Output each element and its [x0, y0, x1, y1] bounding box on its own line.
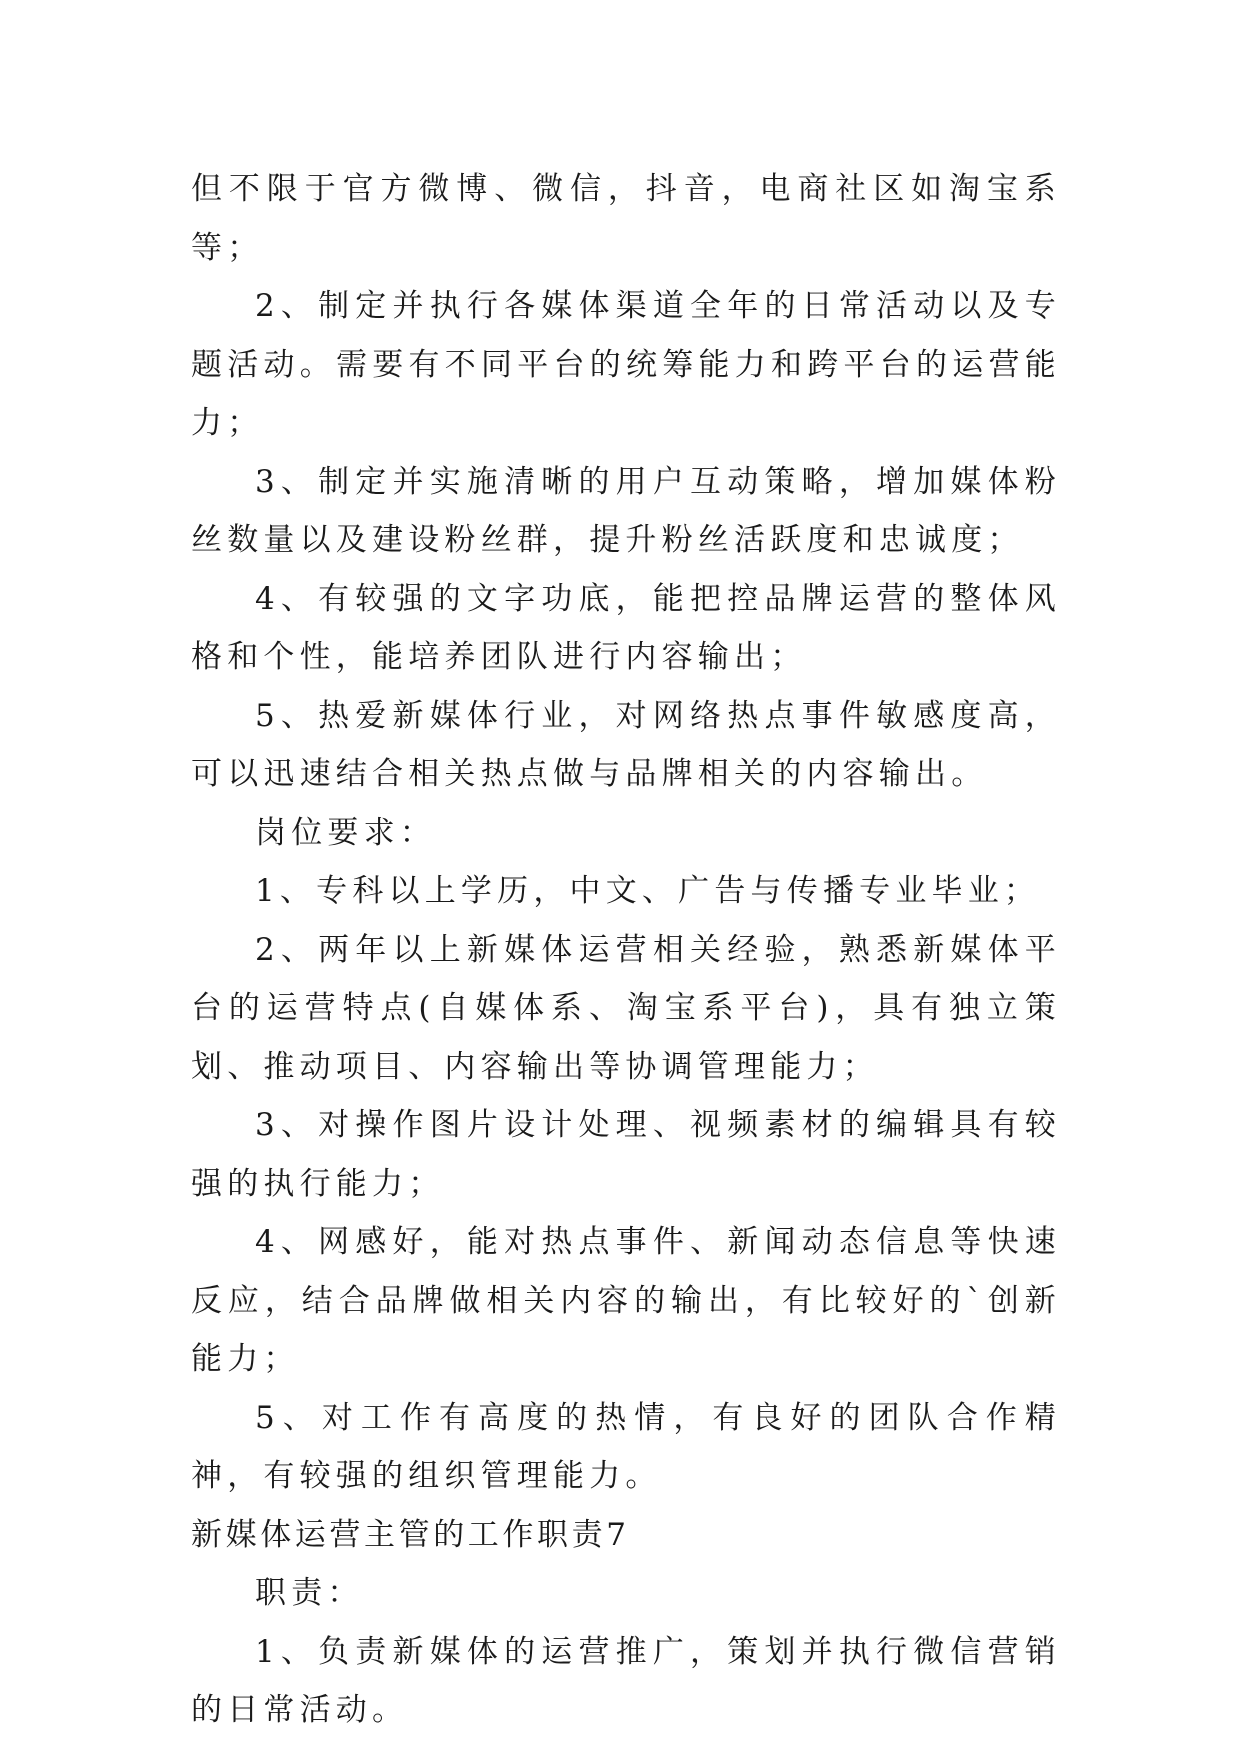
paragraph-4: 4、有较强的文字功底，能把控品牌运营的整体风格和个性，能培养团队进行内容输出； [191, 580, 1061, 675]
paragraph-1: 但不限于官方微博、微信，抖音，电商社区如淘宝系等； [191, 171, 1061, 266]
duties-heading: 职责： [255, 1575, 364, 1611]
paragraph-5: 5、热爱新媒体行业，对网络热点事件敏感度高，可以迅速结合相关热点做与品牌相关的内容输出。 [191, 697, 1061, 792]
document-body [191, 160, 1061, 1740]
paragraph-7: 1、专科以上学历，中文、广告与传播专业毕业； [255, 873, 1041, 909]
paragraph-2: 2、制定并执行各媒体渠道全年的日常活动以及专题活动。需要有不同平台的统筹能力和跨平台的运营能力； [191, 288, 1061, 441]
paragraph-14: 1、负责新媒体的运营推广，策划并执行微信营销的日常活动。 [191, 1633, 1061, 1728]
paragraph-3: 3、制定并实施清晰的用户互动策略，增加媒体粉丝数量以及建设粉丝群，提升粉丝活跃度和忠诚度； [191, 463, 1061, 558]
paragraph-10: 4、网感好，能对热点事件、新闻动态信息等快速反应，结合品牌做相关内容的输出，有比较好的`创新能力； [191, 1224, 1061, 1377]
paragraph-11: 5、对工作有高度的热情，有良好的团队合作精神，有较强的组织管理能力。 [191, 1399, 1061, 1494]
paragraph-9: 3、对操作图片设计处理、视频素材的编辑具有较强的执行能力； [191, 1107, 1061, 1202]
section-title: 新媒体运营主管的工作职责7 [191, 1516, 630, 1553]
paragraph-8: 2、两年以上新媒体运营相关经验，熟悉新媒体平台的运营特点(自媒体系、淘宝系平台)，具有独立策划、推动项目、内容输出等协调管理能力； [191, 931, 1061, 1085]
requirements-heading: 岗位要求： [255, 814, 436, 851]
